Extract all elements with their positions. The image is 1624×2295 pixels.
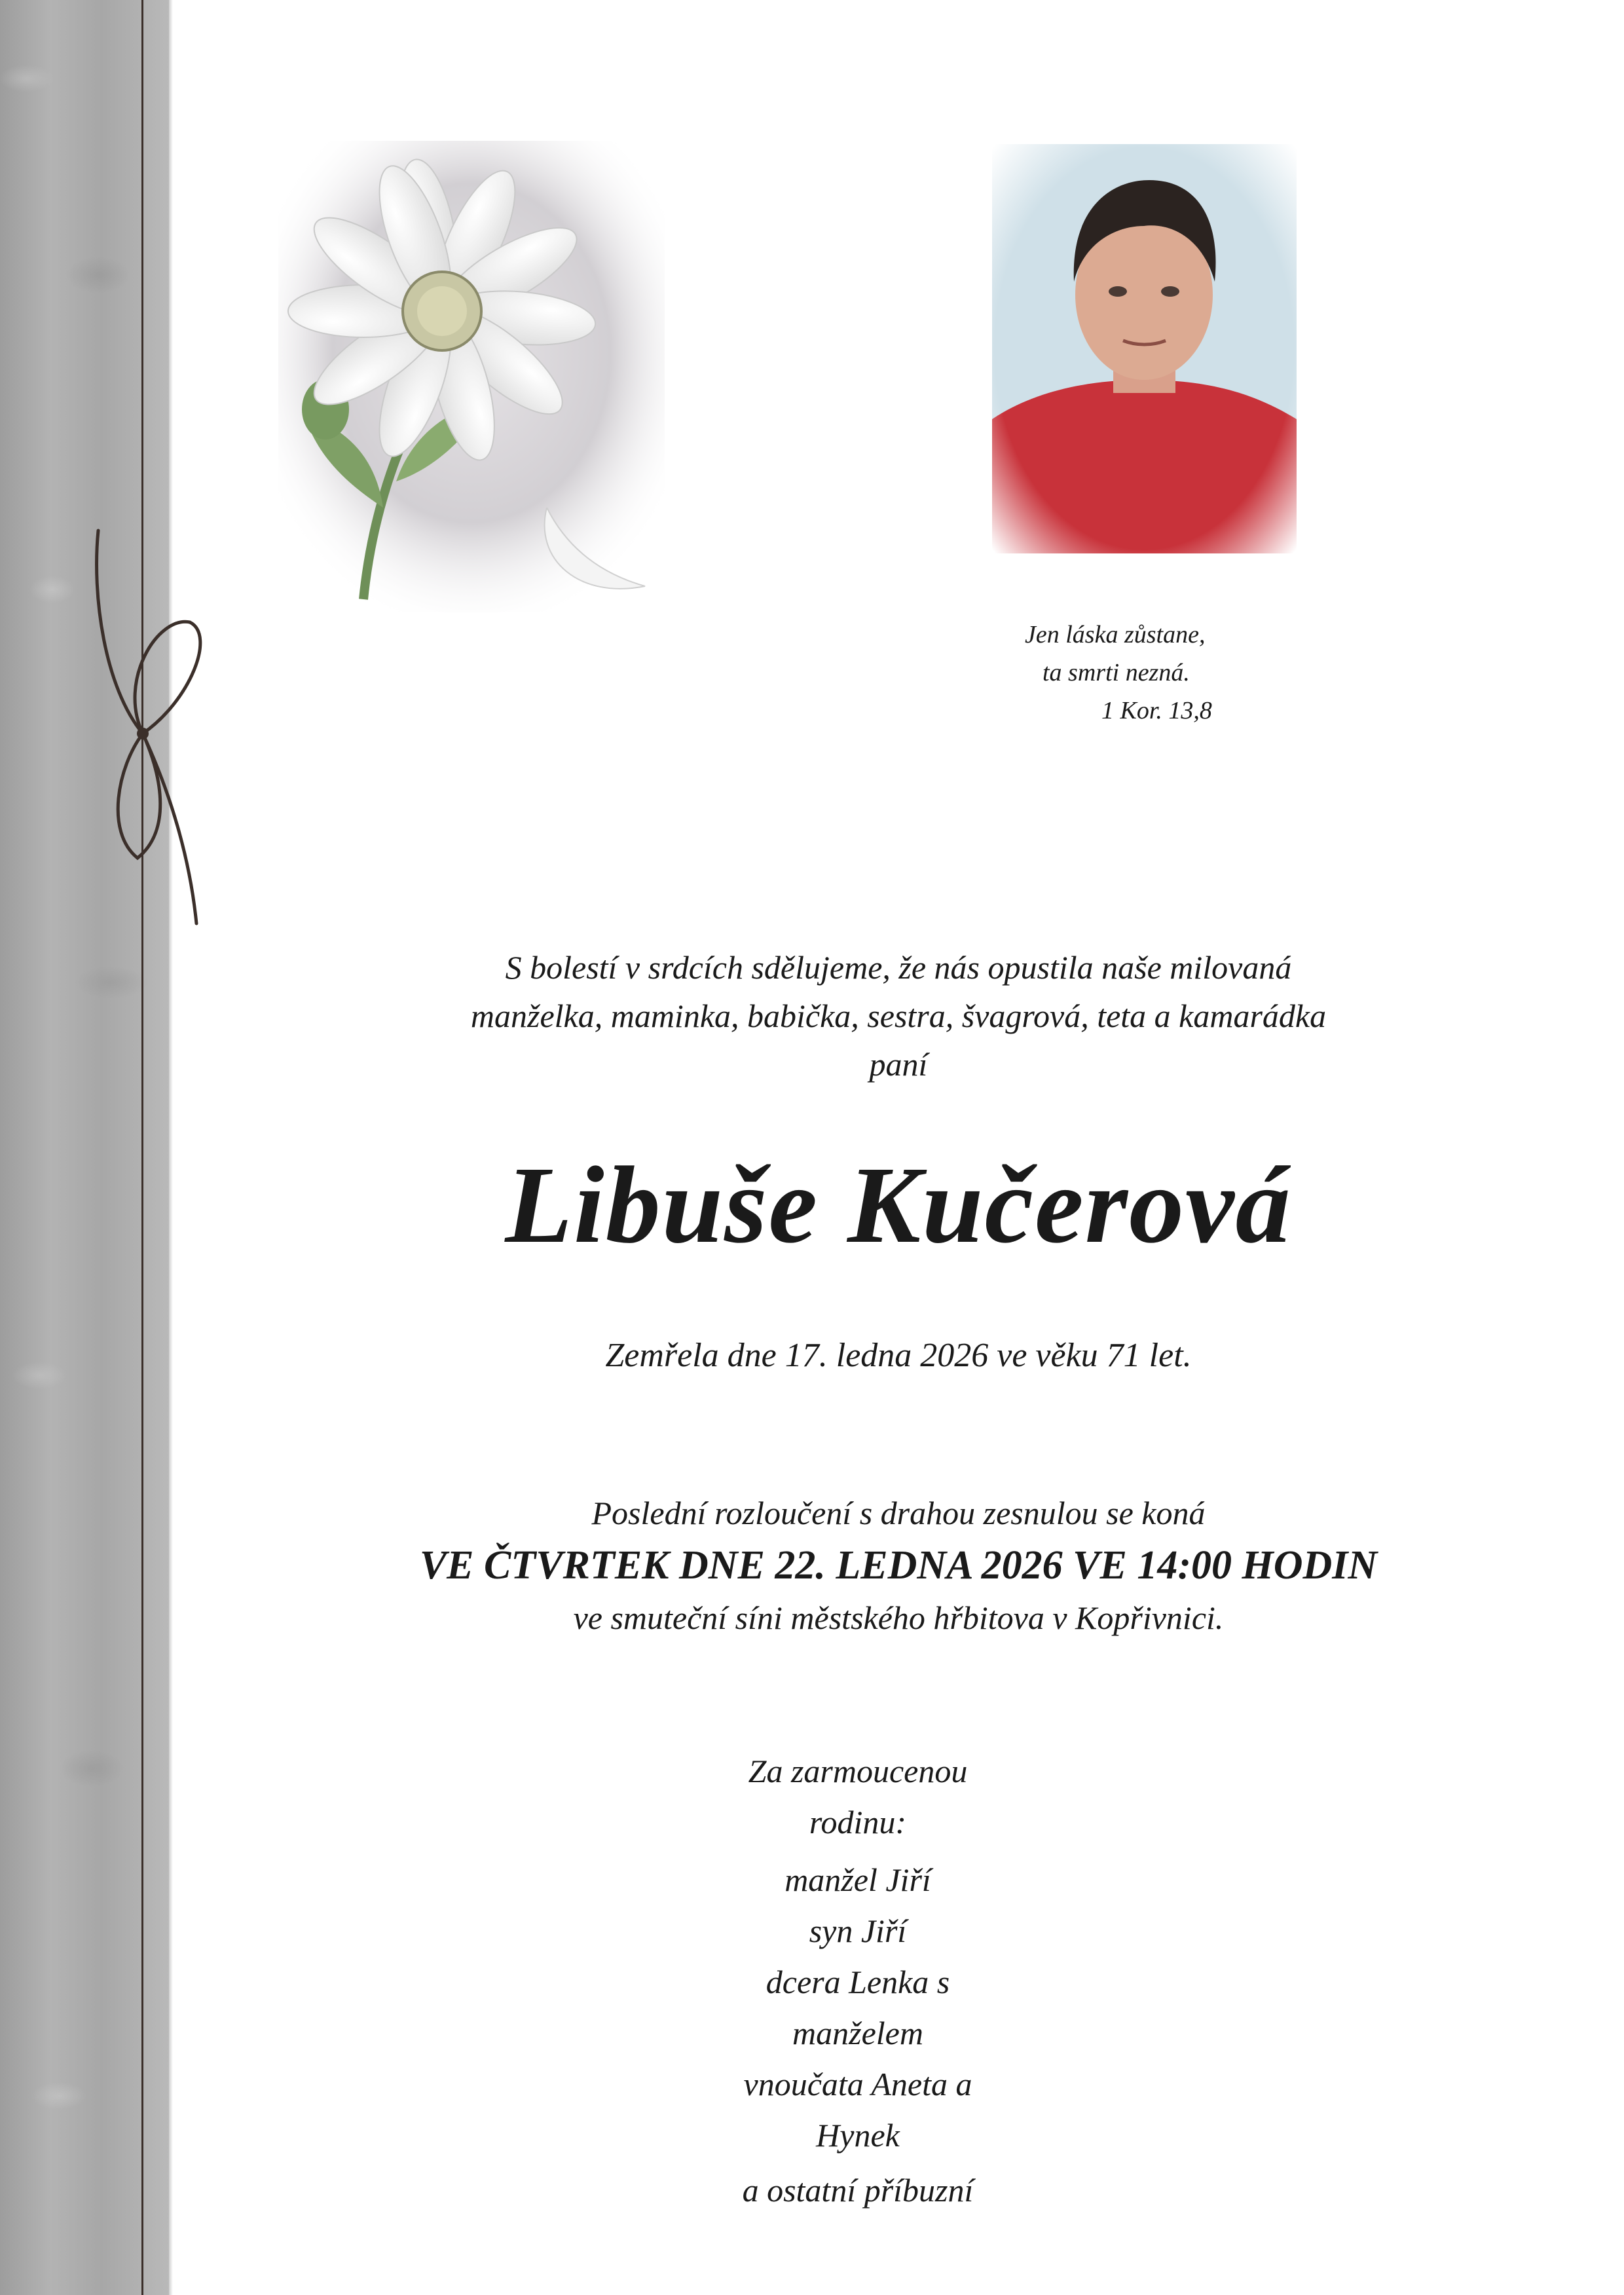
ribbon-line (141, 0, 143, 2295)
family-member: vnoučata Aneta a Hynek (743, 2066, 972, 2154)
family-closing: a ostatní příbuzní (742, 2172, 974, 2209)
quote-reference: 1 Kor. 13,8 (1101, 697, 1212, 724)
funeral-line-1: Poslední rozloučení s drahou zesnulou se koná (591, 1495, 1206, 1531)
family-member: syn Jiří (809, 1912, 907, 1949)
portrait-photo (992, 144, 1297, 553)
decorative-side-band (0, 0, 169, 2295)
family-heading: Za zarmoucenou rodinu: (748, 1753, 968, 1840)
family-member: dcera Lenka s manželem (766, 1964, 950, 2051)
quote-line-2: ta smrti nezná. (1043, 659, 1190, 686)
intro-line-3: paní (869, 1046, 928, 1083)
announcement-intro (173, 943, 1624, 1089)
daisy-flower-icon (278, 141, 665, 612)
funeral-location: ve smuteční síni městského hřbitova v Kopřivnici. (573, 1599, 1224, 1636)
bible-quote (950, 616, 1290, 730)
intro-line-1: S bolestí v srdcích sdělujeme, že nás opustila naše milovaná (505, 949, 1292, 986)
intro-line-2: manželka, maminka, babička, sestra, švagrová, teta a kamarádka (470, 998, 1327, 1034)
funeral-details (173, 1487, 1624, 1644)
marble-texture (0, 0, 169, 2295)
deceased-name: Libuše Kučerová (505, 1144, 1292, 1266)
ribbon-bow-icon (79, 517, 210, 937)
family-signature (720, 1745, 995, 2216)
death-notice: Zemřela dne 17. ledna 2026 ve věku 71 let. (605, 1337, 1192, 1374)
family-member: manžel Jiří (784, 1861, 931, 1898)
quote-line-1: Jen láska zůstane, (1025, 621, 1206, 648)
funeral-date-time: VE ČTVRTEK DNE 22. LEDNA 2026 VE 14:00 HODIN (419, 1543, 1378, 1588)
